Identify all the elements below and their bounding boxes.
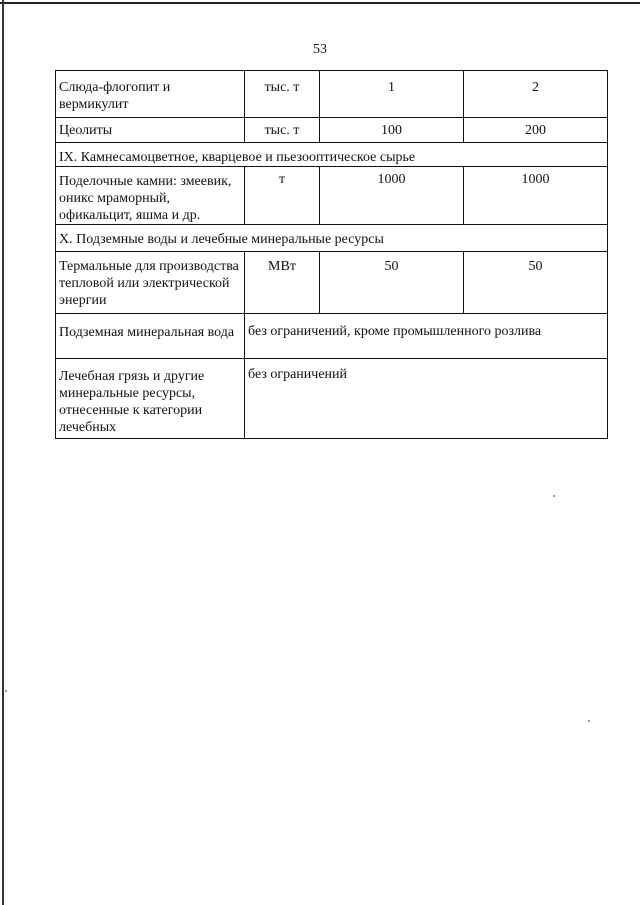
scan-speck <box>553 495 555 497</box>
section-row <box>56 225 608 252</box>
resource-name: Поделочные камни: змеевик, оникс мраморный, офикальцит, яшма и др. <box>56 167 245 225</box>
unit-cell: МВт <box>245 252 320 314</box>
section-heading: IX. Камнесамоцветное, кварцевое и пьезооптическое сырье <box>56 143 608 167</box>
value-cell: 50 <box>320 252 464 314</box>
value-cell: 50 <box>464 252 608 314</box>
resource-name: Цеолиты <box>56 118 245 143</box>
resources-table <box>55 70 608 439</box>
section-heading: X. Подземные воды и лечебные минеральные ресурсы <box>56 225 608 252</box>
unit-cell: тыс. т <box>245 118 320 143</box>
resource-name: Подземная минеральная вода <box>56 314 245 359</box>
value-cell: 1000 <box>464 167 608 225</box>
scan-speck <box>5 690 7 692</box>
table-row <box>56 252 608 314</box>
page-number: 53 <box>313 42 327 57</box>
resource-name: Слюда-флогопит и вермикулит <box>56 71 245 118</box>
table-row <box>56 167 608 225</box>
value-cell: 1 <box>320 71 464 118</box>
table-row <box>56 314 608 359</box>
limit-cell: без ограничений, кроме промышленного розлива <box>245 314 608 359</box>
table-row <box>56 118 608 143</box>
scan-top-edge <box>0 2 640 4</box>
value-cell: 1000 <box>320 167 464 225</box>
scan-speck <box>588 720 590 722</box>
value-cell: 100 <box>320 118 464 143</box>
resource-name: Термальные для производства тепловой или электрической энергии <box>56 252 245 314</box>
unit-cell: т <box>245 167 320 225</box>
scan-left-edge <box>2 0 4 905</box>
table-row <box>56 359 608 439</box>
limit-cell: без ограничений <box>245 359 608 439</box>
value-cell: 200 <box>464 118 608 143</box>
unit-cell: тыс. т <box>245 71 320 118</box>
value-cell: 2 <box>464 71 608 118</box>
table-row <box>56 71 608 118</box>
resource-name: Лечебная грязь и другие минеральные ресурсы, отнесенные к категории лечебных <box>56 359 245 439</box>
section-row <box>56 143 608 167</box>
